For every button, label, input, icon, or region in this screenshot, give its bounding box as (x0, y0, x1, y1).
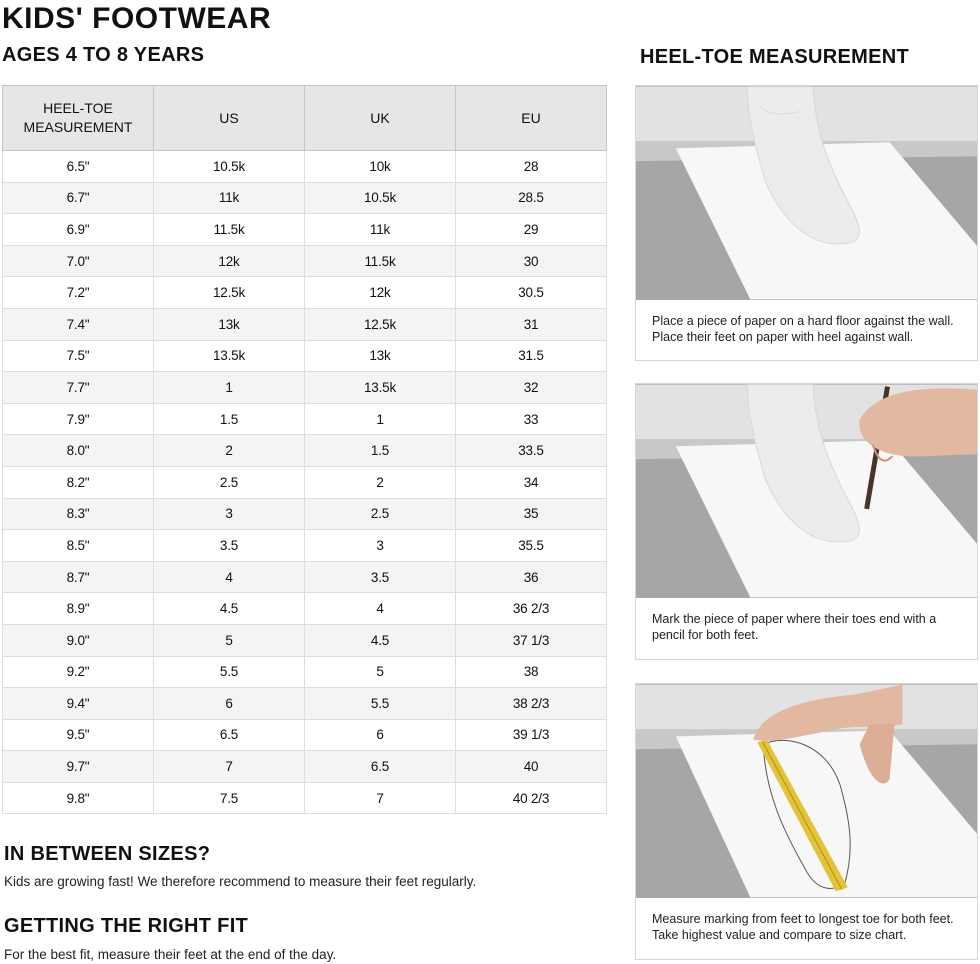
table-row (3, 372, 607, 404)
cell-heel-toe: 9.4" (3, 688, 154, 720)
cell-us: 6.5 (154, 719, 305, 751)
cell-us: 13k (154, 308, 305, 340)
column-header-heel-toe: HEEL-TOE MEASUREMENT (3, 86, 154, 151)
table-row (3, 308, 607, 340)
cell-uk: 1.5 (305, 435, 456, 467)
table-row (3, 435, 607, 467)
cell-us: 10.5k (154, 151, 305, 183)
age-subtitle: AGES 4 TO 8 YEARS (2, 44, 205, 66)
right-fit-title: GETTING THE RIGHT FIT (4, 915, 249, 937)
cell-eu: 33.5 (456, 435, 607, 467)
foot-on-paper-image (636, 86, 977, 300)
table-row (3, 151, 607, 183)
cell-heel-toe: 8.3" (3, 498, 154, 530)
cell-us: 12k (154, 245, 305, 277)
table-row (3, 466, 607, 498)
step-card-3 (635, 683, 978, 960)
cell-heel-toe: 8.0" (3, 435, 154, 467)
table-row (3, 530, 607, 562)
cell-uk: 2.5 (305, 498, 456, 530)
cell-eu: 38 (456, 656, 607, 688)
cell-us: 3.5 (154, 530, 305, 562)
pencil-marking-image (636, 384, 977, 598)
cell-eu: 28 (456, 151, 607, 183)
step-caption-1: Place a piece of paper on a hard floor against the wall. Place their feet on paper with heel against wall. (652, 314, 954, 344)
cell-heel-toe: 9.2" (3, 656, 154, 688)
cell-eu: 35 (456, 498, 607, 530)
size-chart-table (2, 85, 607, 814)
cell-us: 12.5k (154, 277, 305, 309)
cell-uk: 5.5 (305, 688, 456, 720)
cell-uk: 6.5 (305, 751, 456, 783)
cell-eu: 36 2/3 (456, 593, 607, 625)
cell-heel-toe: 6.9" (3, 214, 154, 246)
table-row (3, 624, 607, 656)
cell-heel-toe: 9.5" (3, 719, 154, 751)
table-header-row (3, 86, 607, 151)
table-row (3, 751, 607, 783)
cell-heel-toe: 8.9" (3, 593, 154, 625)
tape-measure-image (636, 684, 977, 898)
cell-uk: 13k (305, 340, 456, 372)
cell-eu: 33 (456, 403, 607, 435)
cell-eu: 37 1/3 (456, 624, 607, 656)
table-row (3, 403, 607, 435)
column-header-eu: EU (456, 86, 607, 151)
cell-uk: 7 (305, 782, 456, 814)
cell-eu: 32 (456, 372, 607, 404)
cell-uk: 1 (305, 403, 456, 435)
cell-uk: 3.5 (305, 561, 456, 593)
step-card-1 (635, 85, 978, 361)
cell-heel-toe: 7.7" (3, 372, 154, 404)
cell-eu: 39 1/3 (456, 719, 607, 751)
cell-us: 13.5k (154, 340, 305, 372)
cell-heel-toe: 8.2" (3, 466, 154, 498)
cell-heel-toe: 6.7" (3, 182, 154, 214)
cell-uk: 11.5k (305, 245, 456, 277)
table-row (3, 656, 607, 688)
between-sizes-text: Kids are growing fast! We therefore recommend to measure their feet regularly. (4, 874, 477, 889)
cell-heel-toe: 8.7" (3, 561, 154, 593)
table-row (3, 277, 607, 309)
cell-eu: 40 (456, 751, 607, 783)
cell-us: 3 (154, 498, 305, 530)
cell-uk: 11k (305, 214, 456, 246)
cell-us: 1.5 (154, 403, 305, 435)
cell-eu: 34 (456, 466, 607, 498)
table-row (3, 214, 607, 246)
cell-eu: 35.5 (456, 530, 607, 562)
table-row (3, 782, 607, 814)
step-card-2 (635, 383, 978, 660)
cell-uk: 13.5k (305, 372, 456, 404)
cell-us: 5.5 (154, 656, 305, 688)
cell-us: 2 (154, 435, 305, 467)
cell-heel-toe: 9.7" (3, 751, 154, 783)
cell-uk: 4 (305, 593, 456, 625)
cell-eu: 31.5 (456, 340, 607, 372)
cell-heel-toe: 7.2" (3, 277, 154, 309)
cell-us: 2.5 (154, 466, 305, 498)
measurement-title: HEEL-TOE MEASUREMENT (640, 46, 909, 68)
cell-us: 1 (154, 372, 305, 404)
cell-us: 7 (154, 751, 305, 783)
cell-eu: 31 (456, 308, 607, 340)
cell-uk: 2 (305, 466, 456, 498)
cell-uk: 12k (305, 277, 456, 309)
table-row (3, 593, 607, 625)
cell-uk: 3 (305, 530, 456, 562)
cell-eu: 29 (456, 214, 607, 246)
table-row (3, 498, 607, 530)
cell-eu: 30.5 (456, 277, 607, 309)
cell-uk: 6 (305, 719, 456, 751)
cell-eu: 28.5 (456, 182, 607, 214)
cell-heel-toe: 7.9" (3, 403, 154, 435)
step-caption-2: Mark the piece of paper where their toes end with a pencil for both feet. (652, 612, 937, 642)
step-caption-3: Measure marking from feet to longest toe for both feet. Take highest value and compare to size chart. (652, 912, 954, 942)
cell-heel-toe: 7.0" (3, 245, 154, 277)
table-row (3, 719, 607, 751)
table-row (3, 688, 607, 720)
cell-us: 7.5 (154, 782, 305, 814)
cell-uk: 10.5k (305, 182, 456, 214)
table-row (3, 182, 607, 214)
column-header-uk: UK (305, 86, 456, 151)
column-header-us: US (154, 86, 305, 151)
cell-eu: 30 (456, 245, 607, 277)
cell-eu: 40 2/3 (456, 782, 607, 814)
table-row (3, 340, 607, 372)
cell-heel-toe: 9.0" (3, 624, 154, 656)
cell-us: 11.5k (154, 214, 305, 246)
cell-eu: 38 2/3 (456, 688, 607, 720)
cell-us: 6 (154, 688, 305, 720)
table-row (3, 561, 607, 593)
cell-uk: 5 (305, 656, 456, 688)
right-fit-text: For the best fit, measure their feet at the end of the day. (4, 947, 337, 962)
cell-heel-toe: 7.5" (3, 340, 154, 372)
cell-heel-toe: 8.5" (3, 530, 154, 562)
cell-eu: 36 (456, 561, 607, 593)
cell-uk: 4.5 (305, 624, 456, 656)
cell-us: 11k (154, 182, 305, 214)
between-sizes-title: IN BETWEEN SIZES? (4, 843, 211, 865)
cell-uk: 12.5k (305, 308, 456, 340)
table-row (3, 245, 607, 277)
cell-us: 4.5 (154, 593, 305, 625)
cell-uk: 10k (305, 151, 456, 183)
cell-us: 4 (154, 561, 305, 593)
page-title: KIDS' FOOTWEAR (2, 2, 272, 35)
cell-heel-toe: 7.4" (3, 308, 154, 340)
cell-heel-toe: 9.8" (3, 782, 154, 814)
cell-us: 5 (154, 624, 305, 656)
cell-heel-toe: 6.5" (3, 151, 154, 183)
table-body (3, 151, 607, 814)
